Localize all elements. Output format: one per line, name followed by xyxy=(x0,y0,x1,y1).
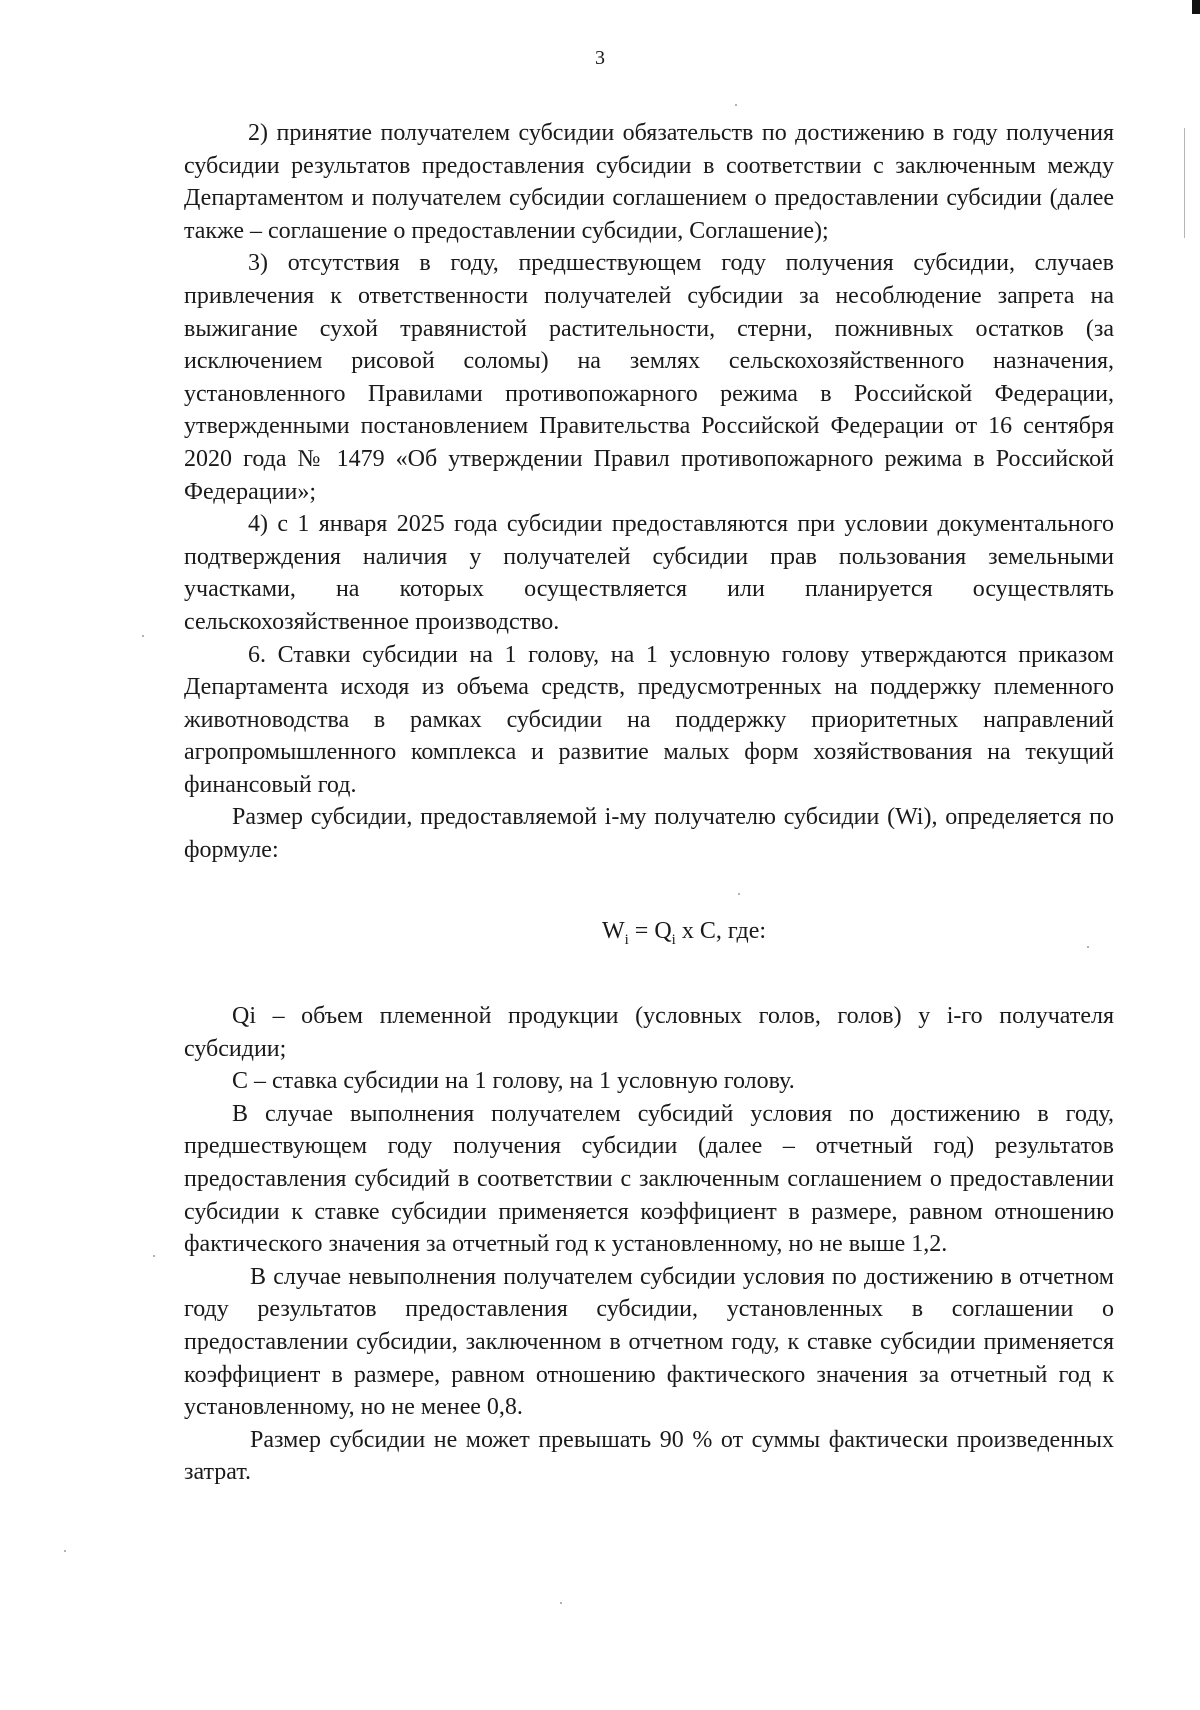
scan-speck xyxy=(153,1255,155,1257)
scan-speck xyxy=(64,1550,66,1552)
paragraph-c-definition: С – ставка субсидии на 1 голову, на 1 условную голову. xyxy=(232,1068,795,1095)
page-number: 3 xyxy=(595,47,605,69)
formula-q-subscript: i xyxy=(671,931,676,948)
paragraph-item-3: 3) отсутствия в году, предшествующем году получения субсидии, случаев привлечения к ответственности получателей субсидии за несоблюдение запрета на выжигание сухой травянистой растительности, стерни, пожнивных остатков (за исключением рисовой соломы) на землях сельскохозяйственного назначения, установленного Правилами противопожарного режима в Российской Федерации, утвержденными постановлением Правительства Российской Федерации от 16 сентября 2020 года № 1479 «Об утверждении Правил противопожарного режима в Российской Федерации»; xyxy=(184,250,1114,505)
paragraph-item-2: 2) принятие получателем субсидии обязательств по достижению в году получения субсидии результатов предоставления субсидии в соответствии с заключенным между Департаментом и получателем субсидии соглашением о предоставлении субсидии (далее также – соглашение о предоставлении субсидии, Соглашение); xyxy=(184,120,1114,244)
scan-edge-mark xyxy=(1192,0,1200,14)
scan-speck xyxy=(560,1602,562,1604)
paragraph-section-6: 6. Ставки субсидии на 1 голову, на 1 условную голову утверждаются приказом Департамента исходя из объема средств, предусмотренных на поддержку племенного животноводства в рамках субсидии на поддержку приоритетных направлений агропромышленного комплекса и развитие малых форм хозяйствования на текущий финансовый год. xyxy=(184,641,1114,798)
subsidy-formula xyxy=(184,915,1114,956)
formula-eq: = Q xyxy=(628,917,672,944)
document-text xyxy=(184,117,1114,1489)
paragraph-subsidy-limit: Размер субсидии не может превышать 90 % от суммы фактически произведенных затрат. xyxy=(184,1426,1114,1486)
paragraph-coefficient-fulfilled: В случае выполнения получателем субсидий условия по достижению в году, предшествующем году получения субсидии (далее – отчетный год) результатов предоставления субсидий в соответствии с заключенным соглашением о предоставлении субсидии к ставке субсидии применяется коэффициент в размере, равном отношению фактического значения за отчетный год к установленному, но не выше 1,2. xyxy=(184,1100,1114,1258)
paragraph-item-4: 4) с 1 января 2025 года субсидии предоставляются при условии документального подтверждения наличия у получателей субсидии прав пользования земельными участками, на которых осуществляется или планируется осуществлять сельскохозяйственное производство. xyxy=(184,511,1114,635)
scan-speck xyxy=(142,635,144,637)
formula-w: W xyxy=(601,917,625,944)
formula-rest: x С, где: xyxy=(675,917,767,944)
scan-margin-line xyxy=(1184,128,1185,238)
paragraph-subsidy-size: Размер субсидии, предоставляемой i-му получателю субсидии (Wi), определяется по формуле: xyxy=(184,804,1114,864)
scan-speck xyxy=(735,104,737,106)
paragraph-coefficient-unfulfilled: В случае невыполнения получателем субсидии условия по достижению в отчетном году результатов предоставления субсидии, установленных в соглашении о предоставлении субсидии, заключенном в отчетном году, к ставке субсидии применяется коэффициент в размере, равном отношению фактического значения за отчетный год к установленному, но не менее 0,8. xyxy=(184,1263,1114,1421)
formula-w-subscript: i xyxy=(624,931,629,948)
paragraph-q-definition: Qi – объем племенной продукции (условных голов, голов) у i-го получателя субсидии; xyxy=(184,1003,1114,1062)
